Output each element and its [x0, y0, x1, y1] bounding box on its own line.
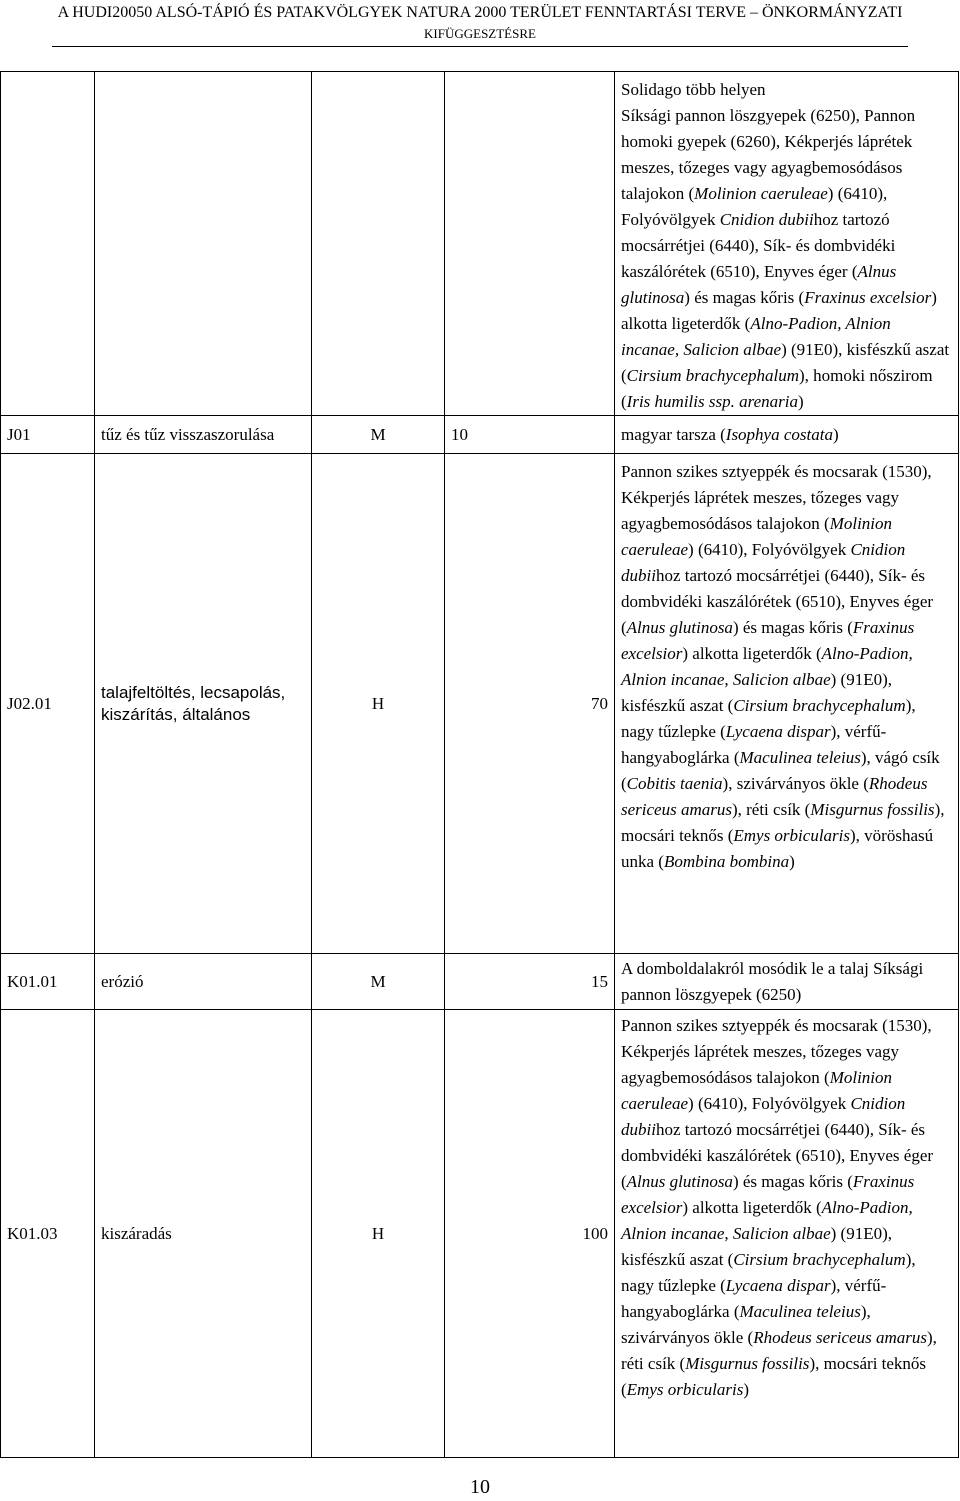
description-cell: Pannon szikes sztyeppék és mocsarak (1530), Kékperjés láprétek meszes, tőzeges vagy agyagbemosódásos talajokon (Molinion caeruleae) (6410), Folyóvölgyek Cnidion dubiihoz tartozó mocsárrétjei (6440), Sík- és dombvidéki kaszálórétek (6510), Enyves éger (Alnus glutinosa) és magas kőris (Fraxinus excelsior) alkotta ligeterdők (Alno-Padion, Alnion incanae, Salicion albae) (91E0), kisfészkű aszat (Cirsium brachycephalum), nagy tűzlepke (Lycaena dispar), vérfű-hangyaboglárka (Maculinea teleius), vágó csík (Cobitis taenia), szivárványos ökle (Rhodeus sericeus amarus), réti csík (Misgurnus fossilis), mocsári teknős (Emys orbicularis), vöröshasú unka (Bombina bombina) [615, 454, 959, 954]
description-text: Síksági pannon löszgyepek (6250), Pannon homoki gyepek (6260), Kékperjés láprétek meszes, tőzeges vagy agyagbemosódásos talajokon (Molinion caeruleae) (6410), Folyóvölgyek Cnidion dubiihoz tartozó mocsárrétjei (6440), Sík- és dombvidéki kaszálórétek (6510), Enyves éger (Alnus glutinosa) és magas kőris (Fraxinus excelsior) alkotta ligeterdők (Alno-Padion, Alnion incanae, Salicion albae) (91E0), kisfészkű aszat (Cirsium brachycephalum), homoki nőszirom (Iris humilis ssp. arenaria) [621, 106, 950, 411]
label-cell: tűz és tűz visszaszorulása [95, 416, 312, 454]
description-cell: Pannon szikes sztyeppék és mocsarak (1530), Kékperjés láprétek meszes, tőzeges vagy agyagbemosódásos talajokon (Molinion caeruleae) (6410), Folyóvölgyek Cnidion dubiihoz tartozó mocsárrétjei (6440), Sík- és dombvidéki kaszálórétek (6510), Enyves éger (Alnus glutinosa) és magas kőris (Fraxinus excelsior) alkotta ligeterdők (Alno-Padion, Alnion incanae, Salicion albae) (91E0), kisfészkű aszat (Cirsium brachycephalum), nagy tűzlepke (Lycaena dispar), vérfű-hangyaboglárka (Maculinea teleius), szivárványos ökle (Rhodeus sericeus amarus), réti csík (Misgurnus fossilis), mocsári teknős (Emys orbicularis) [615, 1010, 959, 1458]
table-row [1, 416, 959, 454]
description-cell [615, 72, 959, 416]
code-cell: J02.01 [1, 454, 95, 954]
description-cell: A domboldalakról mosódik le a talaj Síksági pannon löszgyepek (6250) [615, 954, 959, 1010]
label-cell: talajfeltöltés, lecsapolás, kiszárítás, általános [95, 454, 312, 954]
label-cell: erózió [95, 954, 312, 1010]
table-row [1, 454, 959, 954]
label-cell: kiszáradás [95, 1010, 312, 1458]
code-cell: K01.01 [1, 954, 95, 1010]
code-cell [1, 72, 95, 416]
code-cell: J01 [1, 416, 95, 454]
rank-cell: M [312, 954, 445, 1010]
percent-cell [445, 72, 615, 416]
percent-cell: 70 [445, 454, 615, 954]
percent-cell: 15 [445, 954, 615, 1010]
rank-cell: H [312, 1010, 445, 1458]
header-title: A HUDI20050 ALSÓ-TÁPIÓ ÉS PATAKVÖLGYEK NATURA 2000 TERÜLET FENNTARTÁSI TERVE – ÖNKORMÁNYZATI [57, 4, 903, 21]
rank-cell: H [312, 454, 445, 954]
description-line: Solidago több helyen [621, 80, 766, 99]
header-rule [52, 46, 908, 47]
page-number: 10 [470, 1476, 490, 1498]
percent-cell: 10 [445, 416, 615, 454]
label-cell [95, 72, 312, 416]
percent-cell: 100 [445, 1010, 615, 1458]
rank-cell [312, 72, 445, 416]
description-cell: magyar tarsza (Isophya costata) [615, 416, 959, 454]
header-subtitle: KIFÜGGESZTÉSRE [424, 26, 536, 41]
table-row [1, 72, 959, 416]
table-row [1, 954, 959, 1010]
code-cell: K01.03 [1, 1010, 95, 1458]
threats-table [0, 71, 959, 1458]
rank-cell: M [312, 416, 445, 454]
table-row [1, 1010, 959, 1458]
